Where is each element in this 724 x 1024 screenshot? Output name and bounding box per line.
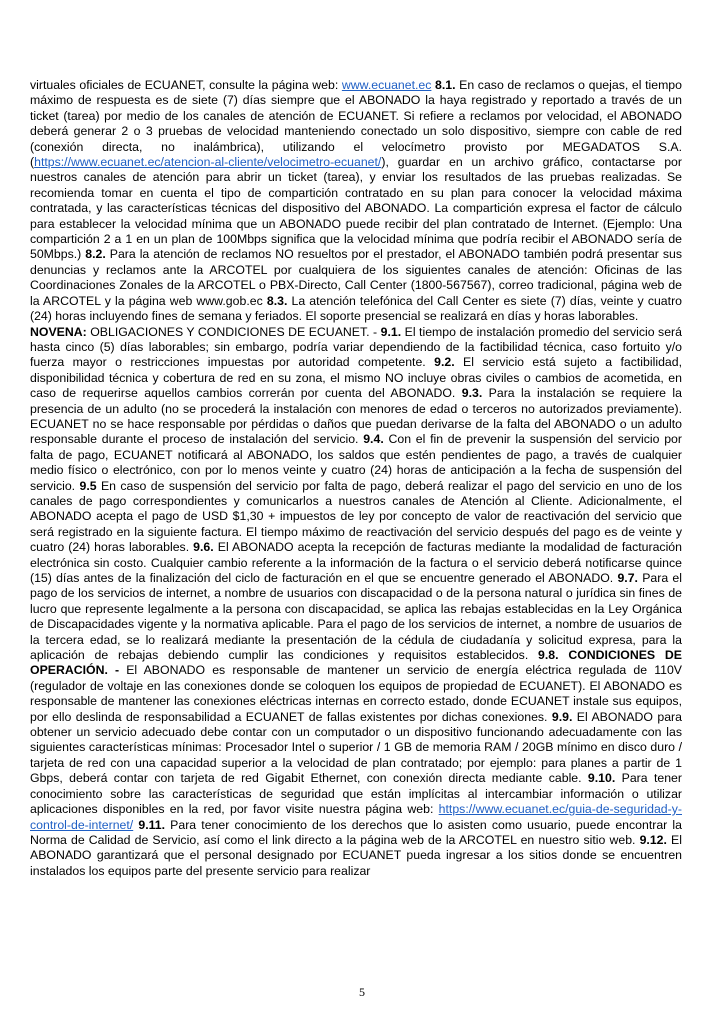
clause-heading-title: OBLIGACIONES Y CONDICIONES DE ECUANET. -: [86, 324, 381, 339]
clause-number: 8.2.: [81, 247, 106, 262]
text: El tiempo de instalación promedio del servicio será hasta cinco (5) días laborables; sin embargo, podría variar dependiendo de la factibilidad técnica, caso fortuito y/o fuerza mayor o restricciones impuestas por autoridad competente.: [30, 324, 682, 370]
speed-test-link[interactable]: https://www.ecuanet.ec/atencion-al-cliente/velocimetro-ecuanet/: [34, 155, 382, 170]
clause-number: 8.3.: [262, 293, 288, 308]
text: virtuales oficiales de ECUANET, consulte la página web:: [30, 78, 342, 92]
text: Para la atención de reclamos NO resueltos por el prestador, el ABONADO también podrá presentar sus denuncias y reclamos ante la ARCOTEL por cualquiera de los siguientes canales de atención: Oficinas de las Coordinaciones Zonales de la ARCOTEL o PBX-Directo, Call Center (1800-567567), correo tradicional, página web de la ARCOTEL y la página web www.gob.ec: [30, 247, 682, 308]
text: Con el fin de prevenir la suspensión del servicio por falta de pago, ECUANET notificará al ABONADO, los saldos que estén pendientes de pago, a través de cualquier medio físico o electrónico, con por lo menos veinte y cuatro (24) horas de anticipación a la fecha de suspensión del servicio.: [30, 432, 682, 493]
paragraph-clause-8: [30, 78, 682, 325]
clause-number: 9.9.: [547, 709, 573, 724]
clause-number: 8.1.: [431, 78, 456, 92]
clause-number: 9.2.: [425, 355, 455, 370]
paragraph-clause-9: [30, 325, 682, 880]
security-guide-link[interactable]: https://www.ecuanet.ec/guia-de-seguridad-y-control-de-internet/: [30, 802, 682, 832]
page-number: 5: [359, 985, 365, 999]
clause-number: 9.8. CONDICIONES DE OPERACIÓN. -: [30, 648, 682, 678]
clause-number: 9.11.: [133, 817, 166, 832]
text: El ABONADO garantizará que el personal designado por ECUANET pueda ingresar a los sitios donde se encuentren instalados los equipos parte del presente servicio para realizar: [30, 832, 682, 878]
clause-number: 9.5: [75, 478, 97, 493]
text: Para tener conocimiento de los derechos que lo asisten como usuario, puede encontrar la Norma de Calidad de Servicio, así como el link directo a la página web de la ARCOTEL en nuestro sitio web.: [30, 817, 682, 847]
text: Para tener conocimiento sobre las características de seguridad que están implícitas al intercambiar información o utilizar aplicaciones disponibles en la red, por favor visite nuestra página web:: [30, 771, 682, 817]
text: El ABONADO para obtener un servicio adecuado debe contar con un computador o un dispositivo funcionando adecuadamente con las siguientes características mínimas: Procesador Intel o superior / 1 GB de memoria RAM / 20GB mínimo en disco duro / tarjeta de red con una capacidad superior a la velocidad de plan contratado; por ejemplo: para planes a partir de 1 Gbps, deberá contar con tarjeta de red Gigabit Ethernet, con conexión directa mediante cable.: [30, 709, 682, 786]
text: En caso de reclamos o quejas, el tiempo máximo de respuesta es de siete (7) días siempre que el ABONADO la haya registrado y reportado a través de un ticket (tarea) por medio de los canales de atención de ECUANET. Si refiere a reclamos por velocidad, el ABONADO deberá generar 2 o 3 pruebas de velocidad manteniendo conectado un solo dispositivo, siempre con cable de red (conexión directa, no inalámbrica), utilizando el velocímetro provisto por MEGADATOS S.A. (: [30, 78, 682, 170]
text: Para la instalación se requiere la presencia de un adulto (no se procederá la instalación con menores de edad o terceros no autorizados previamente). ECUANET no se hace responsable por pérdidas o daños que puedan derivarse de la falta del ABONADO o un adulto responsable durante el proceso de instalación del servicio.: [30, 386, 682, 447]
clause-number: 9.3.: [455, 386, 483, 401]
text: El ABONADO acepta la recepción de facturas mediante la modalidad de facturación electrónica sin costo. Cualquier cambio referente a la información de la factura o el servicio deberá notificarse quince (15) días antes de la finalización del ciclo de facturación en el que se encuentre generado el ABONADO.: [30, 540, 682, 585]
text: Para el pago de los servicios de internet, a nombre de usuarios con discapacidad o de la persona natural o jurídica sin fines de lucro que represente legalmente a la persona con discapacidad, se aplica las rebajas establecidas en la Ley Orgánica de Discapacidades vigente y la normativa aplicable. Para el pago de los servicios de internet, a nombre de usuarios de la tercera edad, se lo realizará mediante la presentación de la cédula de ciudadanía y solicitud expresa, para la aplicación de rebajas debiendo cumplir las condiciones y requisitos establecidos.: [30, 571, 682, 663]
clause-number: 9.6.: [189, 540, 214, 555]
text: En caso de suspensión del servicio por falta de pago, deberá realizar el pago del servicio en uno de los canales de pago correspondientes y comunicarlos a nuestros canales de Atención al Cliente. Adicionalmente, el ABONADO acepta el pago de USD $1,30 + impuestos de ley por concepto de valor de reactivación del servicio que será registrado en la siguiente factura. El tiempo máximo de reactivación del servicio después del pago es de veinte y cuatro (24) horas laborables.: [30, 478, 682, 555]
text: El ABONADO es responsable de mantener un servicio de energía eléctrica regulada de 110V (regulador de voltaje en las conexiones donde se coloquen los equipos de propiedad de ECUANET). El ABONADO es responsable de mantener las conexiones eléctricas internas en correcto estado, donde ECUANET instale sus equipos, por ello deslinda de responsabilidad a ECUANET de fallas existentes por dichas conexiones.: [30, 663, 682, 724]
clause-number: 9.12.: [635, 832, 667, 847]
clause-number: 9.1.: [380, 324, 402, 339]
clause-heading: NOVENA:: [30, 324, 87, 339]
text: El servicio está sujeto a factibilidad, disponibilidad técnica y cobertura de red en su zona, el mismo NO incluye obras civiles o cambios de acometida, en caso de requerirse aquellos cambios correrán por cuenta del ABONADO.: [30, 355, 683, 401]
document-body: [30, 78, 682, 879]
clause-number: 9.7.: [613, 571, 638, 585]
ecuanet-website-link[interactable]: www.ecuanet.ec: [341, 78, 432, 92]
clause-number: 9.10.: [587, 771, 616, 786]
text: La atención telefónica del Call Center es siete (7) días, veinte y cuatro (24) horas incluyendo fines de semana y feriados. El soporte presencial se realizará en días y horas laborables.: [30, 293, 682, 324]
text: ), guardar en un archivo gráfico, contactarse por nuestros canales de atención para abrir un ticket (tarea), y enviar los resultados de las pruebas realizadas. Se recomienda tomar en cuenta el tipo de compartición contratado en su plan para conocer la velocidad máxima contratada, y las características técnicas del dispositivo del ABONADO. La compartición expresa el factor de cálculo para establecer la velocidad mínima que un ABONADO puede recibir del plan contratado de Internet. (Ejemplo: Una compartición 2 a 1 en un plan de 100Mbps significa que la velocidad mínima que podría recibir el ABONADO sería de 50Mbps.): [30, 155, 682, 262]
clause-number: 9.4.: [358, 432, 384, 447]
